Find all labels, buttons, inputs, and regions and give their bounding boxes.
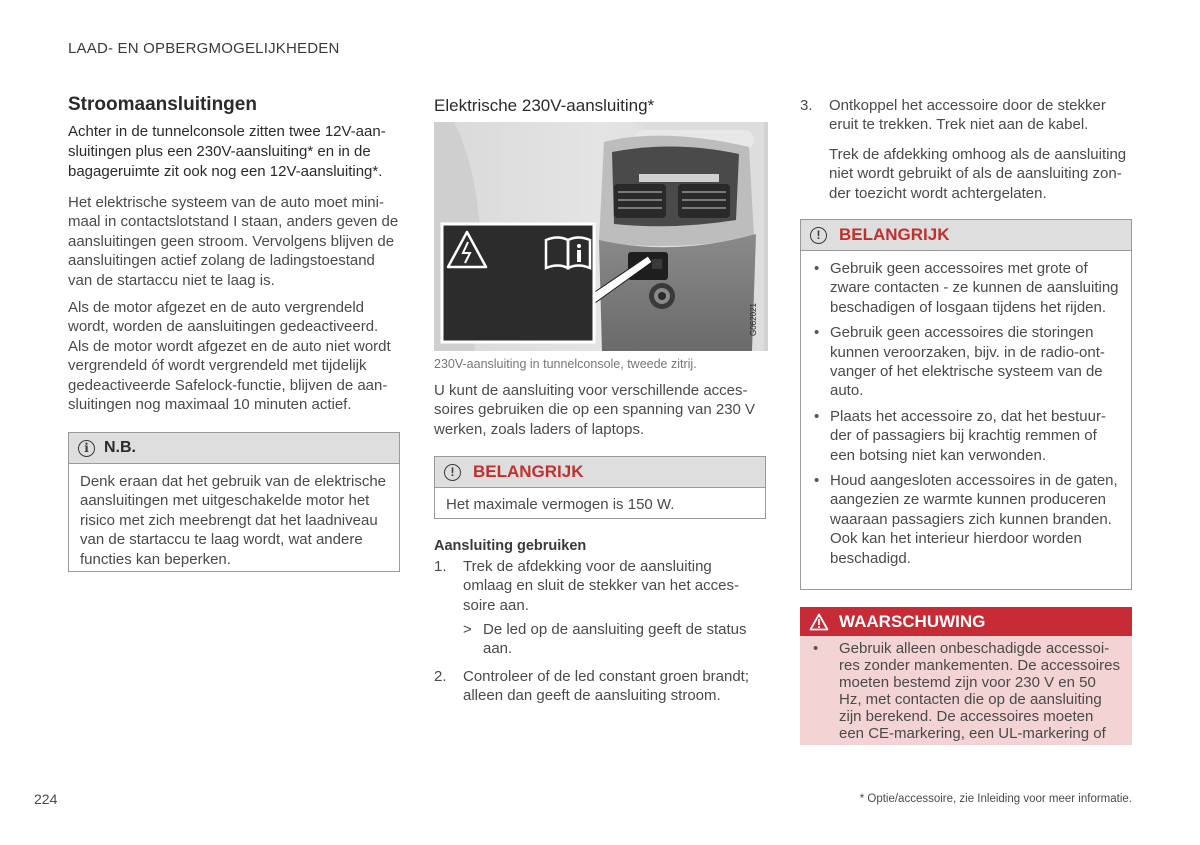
body-paragraph: U kunt de aansluiting voor verschillende accessoires gebruiken die op een spanning van 230 V werken, zoals laders of laptops. bbox=[434, 382, 756, 438]
intro-paragraph: Achter in de tunnelconsole zitten twee 12V-aansluitingen plus een 230V-aansluiting* en in de bagageruimte zit ook nog een 12V-aansluiting*. bbox=[68, 123, 386, 180]
info-icon: i bbox=[78, 440, 95, 457]
footnote: * Optie/accessoire, zie Inleiding voor meer informatie. bbox=[859, 793, 1132, 805]
list-item: • Gebruik geen accessoires die storingen kunnen veroorzaken, bijv. in de radio-ontvanger of het elektrische systeem van de auto. bbox=[801, 323, 1120, 401]
figure-code: G062021 bbox=[749, 303, 758, 336]
list-item: • Gebruik alleen onbeschadigde accessoires zonder mankementen. De accessoires moeten bestemd zijn voor 230 V en 50 Hz, met contacten die op de aansluiting zijn berekend. De accessoires moeten een CE-markering, een UL-markering of bbox=[800, 640, 1122, 742]
page-number: 224 bbox=[34, 791, 58, 807]
step-item bbox=[434, 667, 764, 706]
warning-triangle-icon bbox=[809, 613, 829, 631]
console-illustration bbox=[434, 122, 768, 351]
note-header bbox=[69, 433, 399, 464]
important-header bbox=[435, 457, 765, 488]
console-illustration-svg bbox=[434, 122, 768, 351]
list-item: • Plaats het accessoire zo, dat het bestuurder of passagiers bij krachtig remmen of een botsing niet kan verwonden. bbox=[801, 407, 1120, 465]
warning-title: WAARSCHUWING bbox=[839, 611, 986, 631]
step-result bbox=[463, 620, 763, 659]
step-number: 3. bbox=[800, 97, 813, 114]
step-item bbox=[800, 96, 1132, 135]
step-item bbox=[434, 557, 754, 615]
important-body: Het maximale vermogen is 150 W. bbox=[446, 496, 675, 513]
important-title: BELANGRIJK bbox=[473, 462, 584, 481]
important-title: BELANGRIJK bbox=[839, 225, 950, 244]
step-text: Ontkoppel het accessoire door de stekker eruit te trekken. Trek niet aan de kabel. bbox=[829, 97, 1106, 134]
subsection-title: Elektrische 230V-aansluiting* bbox=[434, 96, 655, 115]
figure-caption: 230V-aansluiting in tunnelconsole, tweede zitrij. bbox=[434, 357, 697, 371]
note-body: Denk eraan dat het gebruik van de elektrische aansluitingen met uitgeschakelde motor het risico met zich meebrengt dat het laadniveau van de startaccu te laag wordt, wat andere functies kan beperken. bbox=[80, 473, 387, 568]
important-body bbox=[801, 251, 1131, 568]
warning-list bbox=[800, 640, 1122, 742]
result-text: De led op de aansluiting geeft de status aan. bbox=[483, 621, 747, 658]
list-item: • Gebruik geen accessoires met grote of zware contacten - ze kunnen de aansluiting beschadigen of losgaan tijdens het rijden. bbox=[801, 259, 1120, 317]
warning-box bbox=[800, 607, 1132, 745]
result-marker: > bbox=[463, 621, 472, 638]
body-paragraph: Het elektrische systeem van de auto moet minimaal in contactslotstand I staan, anders geven de aansluitingen geen stroom. Vervolgens blijven de aansluitingen actief zolang de ladingstoestand van de startaccu niet te laag is. bbox=[68, 194, 399, 289]
body-paragraph: Als de motor afgezet en de auto vergrendeld wordt, worden de aansluitingen gedeactiveerd. Als de motor wordt afgezet en de auto niet wordt vergrendeld óf wordt vergrendeld met tijdelijk gedeactiveerde Safelock-functie, blijven de aansluitingen nog maximaal 10 minuten actief. bbox=[68, 299, 391, 414]
note-title: N.B. bbox=[104, 439, 136, 456]
important-box bbox=[434, 456, 766, 519]
note-box bbox=[68, 432, 400, 572]
step-text: Controleer of de led constant groen brandt; alleen dan geeft de aansluiting stroom. bbox=[463, 668, 750, 705]
chapter-header: LAAD- EN OPBERGMOGELIJKHEDEN bbox=[68, 40, 340, 57]
step-number: 1. bbox=[434, 558, 447, 575]
important-header bbox=[801, 220, 1131, 251]
step-number: 2. bbox=[434, 668, 447, 685]
important-box bbox=[800, 219, 1132, 590]
warning-header bbox=[800, 607, 1132, 636]
list-item: • Houd aangesloten accessoires in de gaten, aangezien ze warmte kunnen produceren waaraan passagiers zich kunnen branden. Ook kan het interieur hierdoor worden beschadigd. bbox=[801, 471, 1120, 568]
important-list bbox=[801, 259, 1120, 568]
step-extra-text: Trek de afdekking omhoog als de aansluiting niet wordt gebruikt of als de aansluiting zonder toezicht wordt achtergelaten. bbox=[829, 146, 1127, 202]
warning-body bbox=[800, 636, 1132, 742]
step-text: Trek de afdekking voor de aansluiting omlaag en sluit de stekker van het accessoire aan. bbox=[463, 558, 739, 614]
exclamation-icon: ! bbox=[444, 464, 461, 481]
section-title: Stroomaansluitingen bbox=[68, 94, 257, 115]
procedure-heading: Aansluiting gebruiken bbox=[434, 538, 587, 554]
exclamation-icon: ! bbox=[810, 227, 827, 244]
